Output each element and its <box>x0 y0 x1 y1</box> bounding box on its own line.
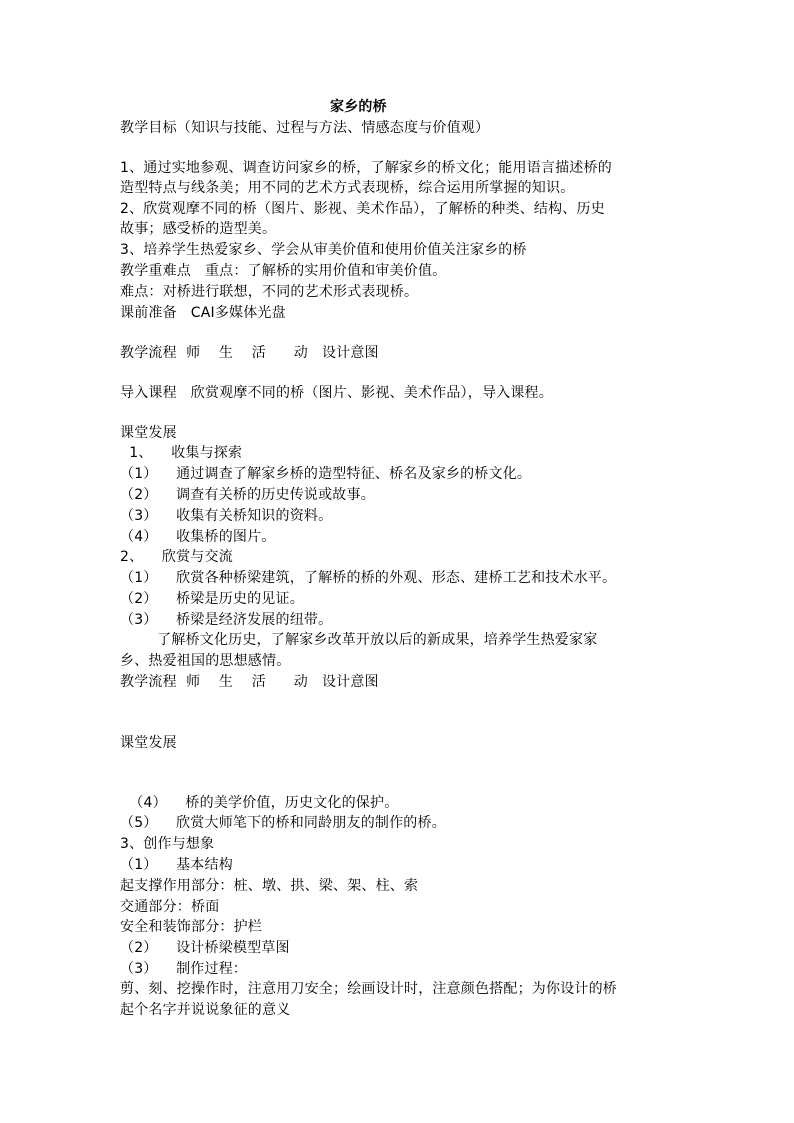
item-1-2: （2） 调查有关桥的历史传说或故事。 <box>120 487 375 503</box>
item-1-4: （4） 收集桥的图片。 <box>120 529 276 545</box>
item-2-2: （2） 桥梁是历史的见证。 <box>120 591 304 607</box>
class-development-1: 课堂发展 <box>120 425 177 441</box>
key-points: 教学重难点 重点：了解桥的实用价值和审美价值。 <box>120 263 447 279</box>
traffic-parts: 交通部分：桥面 <box>120 899 220 915</box>
item-2-1: （1） 欣赏各种桥梁建筑，了解桥的桥的外观、形态、建桥工艺和技术水平。 <box>120 570 617 586</box>
item-2-5: （5） 欣赏大师笔下的桥和同龄朋友的制作的桥。 <box>120 815 446 831</box>
item-3-1: （1） 基本结构 <box>120 857 233 873</box>
culture-paragraph-line-1: 了解桥文化历史，了解家乡改革开放以后的新成果，培养学生热爱家家 <box>120 632 598 648</box>
item-1-1: （1） 通过调查了解家乡桥的造型特征、桥名及家乡的桥文化。 <box>120 466 532 482</box>
preparation: 课前准备 CAI多媒体光盘 <box>120 305 286 321</box>
difficult-points: 难点：对桥进行联想，不同的艺术形式表现桥。 <box>120 284 419 300</box>
process-header-1: 教学流程 师 生 活 动 设计意图 <box>120 345 379 361</box>
item-2-4: （4） 桥的美学价值，历史文化的保护。 <box>120 795 399 811</box>
item-3-2: （2） 设计桥梁模型草图 <box>120 940 290 956</box>
objective-2-line-2: 故事；感受桥的造型美。 <box>120 221 277 237</box>
objective-1-line-1: 1、通过实地参观、调查访问家乡的桥，了解家乡的桥文化；能用语言描述桥的 <box>120 160 612 176</box>
objective-2-line-1: 2、欣赏观摩不同的桥（图片、影视、美术作品），了解桥的种类、结构、历史 <box>120 201 605 217</box>
intro-course: 导入课程 欣赏观摩不同的桥（图片、影视、美术作品），导入课程。 <box>120 385 553 401</box>
section-1-heading: 1、 收集与探索 <box>120 445 243 461</box>
objective-1-line-2: 造型特点与线条美；用不同的艺术方式表现桥，综合运用所掌握的知识。 <box>120 180 575 196</box>
item-1-3: （3） 收集有关桥知识的资料。 <box>120 508 333 524</box>
objectives-heading: 教学目标（知识与技能、过程与方法、情感态度与价值观） <box>120 120 490 136</box>
process-header-2: 教学流程 师 生 活 动 设计意图 <box>120 674 379 690</box>
section-3-heading: 3、创作与想象 <box>120 836 215 852</box>
objective-3: 3、培养学生热爱家乡、学会从审美价值和使用价值关注家乡的桥 <box>120 242 527 258</box>
item-3-3: （3） 制作过程： <box>120 961 248 977</box>
document-title: 家乡的桥 <box>330 99 387 115</box>
safety-parts: 安全和装饰部分：护栏 <box>120 919 262 935</box>
making-process-line-1: 剪、刻、挖操作时，注意用刀安全；绘画设计时，注意颜色搭配；为你设计的桥 <box>120 981 617 997</box>
item-2-3: （3） 桥梁是经济发展的纽带。 <box>120 612 333 628</box>
class-development-2: 课堂发展 <box>120 735 177 751</box>
culture-paragraph-line-2: 乡、热爱祖国的思想感情。 <box>120 653 291 669</box>
support-parts: 起支撑作用部分：桩、墩、拱、梁、架、柱、索 <box>120 878 419 894</box>
making-process-line-2: 起个名字并说说象征的意义 <box>120 1002 291 1018</box>
section-2-heading: 2、 欣赏与交流 <box>120 549 233 565</box>
